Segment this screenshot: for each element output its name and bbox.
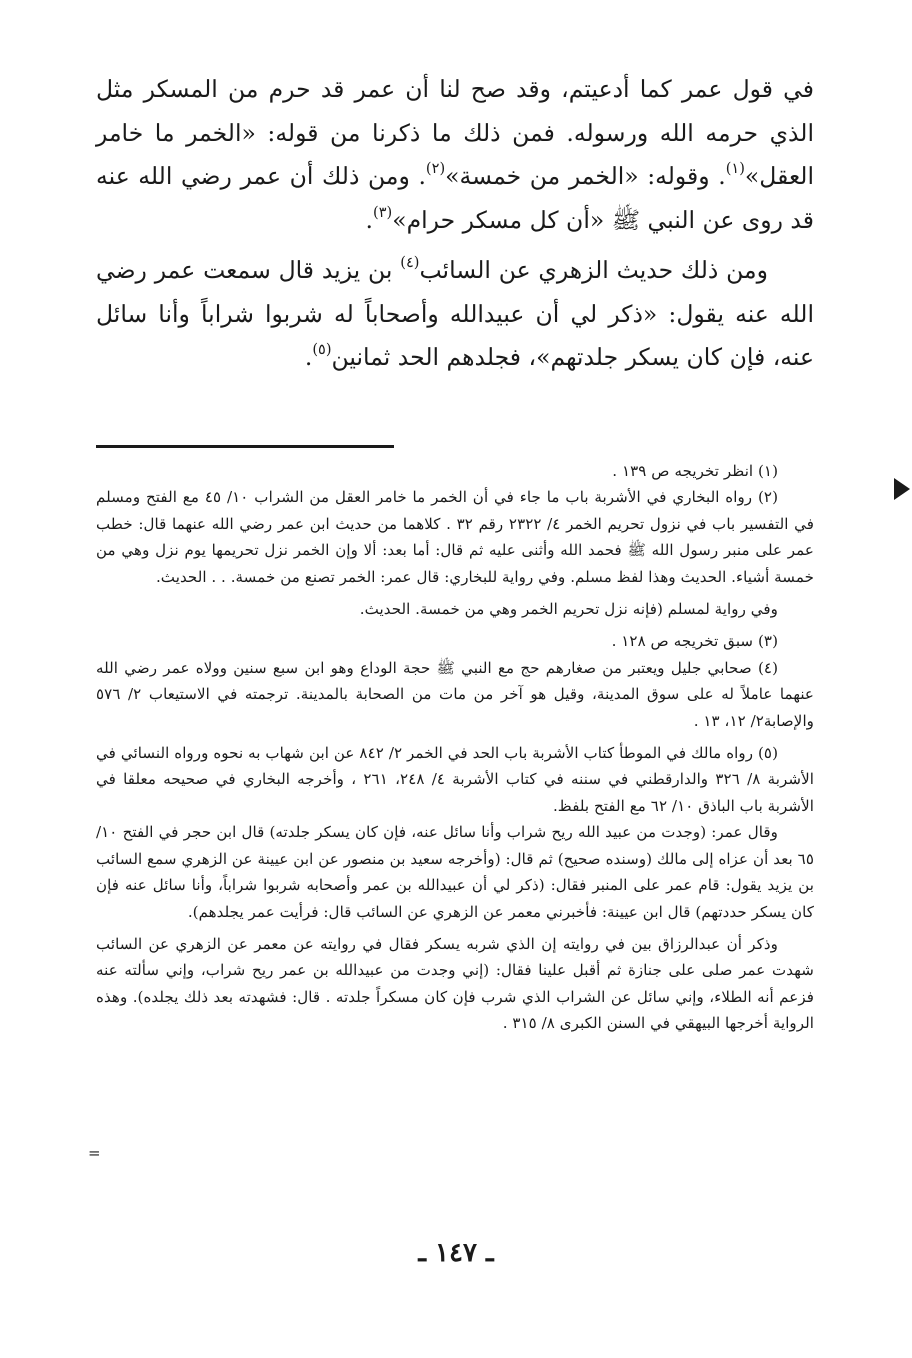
footnote-ref-3[interactable]: (٣) bbox=[373, 203, 393, 221]
main-text-run: . وقوله: «الخمر من خمسة» bbox=[445, 162, 726, 190]
main-text-run: . bbox=[304, 343, 313, 371]
main-text bbox=[96, 68, 814, 380]
footnote-separator-rule bbox=[96, 445, 394, 448]
footnote-ref-4[interactable]: (٤) bbox=[400, 254, 420, 272]
page-number: ـ ١٤٧ ـ bbox=[418, 1238, 494, 1268]
main-text-run: . ومن ذلك أن عمر رضي الله عنه قد روى عن النبي ﷺ «أن كل مسكر حرام» bbox=[96, 162, 814, 234]
footnote-2-continuation: وفي رواية لمسلم (فإنه نزل تحريم الخمر وهي من خمسة. الحديث. bbox=[359, 600, 778, 619]
footnote-5-continuation: وذكر أن عبدالرزاق بين في روايته إن الذي شربه يسكر فقال في روايته عن معمر عن الزهري عن السائب شهدت عمر صلى على جنازة ثم أقبل علينا فقال: (إني وجدت من عبيدالله بن عمر ريح شراب، وإني سألته عنه فزعم أنه الطلاء، وإني سائل عن الشراب الذي شرب فإن كان مسكراً جلدته . قال: فشهدته بعد ذلك يجلده). وهذه الرواية أخرجها البيهقي في السنن الكبرى ٨/ ٣١٥ . bbox=[96, 934, 814, 1033]
footnote-5-continuation: وقال عمر: (وجدت من عبيد الله ريح شراب وأنا سائل عنه، فإن كان يسكر جلدته) قال ابن حجر في الفتح ١٠/ ٦٥ بعد أن عزاه إلى مالك (وسنده صحيح) ثم قال: (وأخرجه سعيد بن منصور عن ابن عيينة عن الزهري سمع السائب بن يزيد يقول: قام عمر على المنبر فقال: (ذكر لي أن عبيدالله بن عمر وأصحابه شربوا شراباً، وأنا سائل عنه فإن كان يسكر حددتهم) قال ابن عيينة: فأخبرني معمر عن الزهري عن السائب قال: فرأيت عمر يجلدهم). bbox=[96, 823, 814, 921]
page-edge-arrow-icon bbox=[894, 478, 910, 500]
main-paragraph-1 bbox=[96, 68, 814, 242]
footnotes bbox=[96, 458, 814, 1037]
main-text-run: ومن ذلك حديث الزهري عن السائب bbox=[419, 256, 768, 284]
main-text-run: بن يزيد قال سمعت عمر رضي الله عنه يقول: «ذكر لي أن عبيدالله وأصحاباً له شربوا شراباً وأنا سائل عنه، فإن كان يسكر جلدتهم»، فجلدهم الحد ثمانين bbox=[96, 256, 814, 371]
footnote-ref-5[interactable]: (٥) bbox=[312, 341, 332, 359]
footnote-4: (٤) صحابي جليل ويعتبر من صغارهم حج مع النبي ﷺ حجة الوداع وهو ابن سبع سنين وولاه عمر رضي الله عنهما عاملاً له على سوق المدينة، وقيل هو آخر من مات من الصحابة بالمدينة. ترجمته في الاستيعاب ٢/ ٥٧٦ والإصابة٢/ ١٢، ١٣ . bbox=[96, 658, 814, 730]
footnote-1: (١) انظر تخريجه ص ١٣٩ . bbox=[612, 462, 778, 480]
main-text-run: . bbox=[365, 205, 374, 234]
footnote-ref-2[interactable]: (٢) bbox=[425, 160, 446, 178]
main-text-run: في قول عمر كما أدعيتم، وقد صح لنا أن عمر قد حرم من المسكر مثل الذي حرمه الله ورسوله. فمن ذلك ما ذكرنا من قوله: «الخمر ما خامر العقل» bbox=[96, 75, 814, 190]
footnote-ref-1[interactable]: (١) bbox=[725, 160, 745, 178]
footnote-2: (٢) رواه البخاري في الأشربة باب ما جاء في أن الخمر ما خامر العقل من الشراب ١٠/ ٤٥ مع الفتح ومسلم في التفسير باب في نزول تحريم الخمر ٤/ ٢٣٢٢ رقم ٣٢ . كلاهما من حديث ابن عمر رضي الله عنهما قال: خطب عمر على منبر رسول الله ﷺ فحمد الله وأثنى عليه ثم قال: أما بعد: ألا وإن الخمر نزل تحريمها يوم نزل وهي من خمسة أشياء. الحديث وهذا لفظ مسلم. وفي رواية للبخاري: قال عمر: الخمر تصنع من خمسة. . . الحديث. bbox=[96, 488, 814, 586]
footnote-3: (٣) سبق تخريجه ص ١٢٨ . bbox=[611, 632, 778, 651]
continuation-mark: = bbox=[88, 1144, 101, 1162]
footnote-5: (٥) رواه مالك في الموطأ كتاب الأشربة باب الحد في الخمر ٢/ ٨٤٢ عن ابن شهاب به نحوه ورواه النسائي في الأشربة ٨/ ٣٢٦ والدارقطني في سننه في كتاب الأشربة ٤/ ٢٤٨، ٢٦١ ، وأخرجه البخاري في صحيحه معلقا في الأشربة باب الباذق ١٠/ ٦٢ مع الفتح بلفظ. bbox=[96, 744, 814, 815]
main-paragraph-2 bbox=[96, 249, 814, 380]
